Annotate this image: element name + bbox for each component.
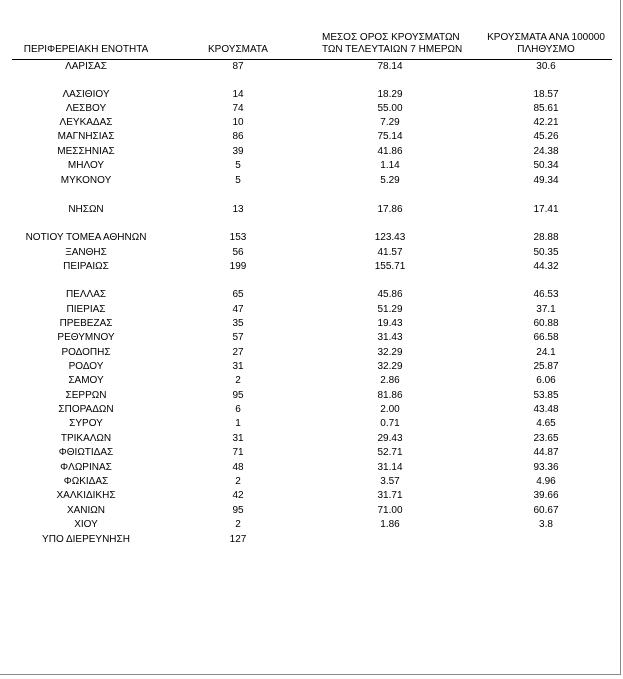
table-row: [0, 203, 623, 216]
per-100k-value: 66.58: [533, 332, 559, 343]
per-100k-value: 49.34: [533, 175, 559, 186]
region-name: ΣΠΟΡΑΔΩΝ: [58, 404, 114, 415]
per-100k-value: 25.87: [533, 361, 559, 372]
region-name: ΛΑΡΙΣΑΣ: [65, 61, 107, 72]
region-name: ΝΟΤΙΟΥ ΤΟΜΕΑ ΑΘΗΝΩΝ: [25, 232, 147, 243]
table-row: [0, 246, 623, 259]
region-name: ΦΩΚΙΔΑΣ: [63, 476, 109, 487]
table-row: [0, 403, 623, 416]
avg-7day-value: 32.29: [377, 361, 403, 372]
cases-value: 127: [229, 534, 247, 545]
avg-7day-value: 123.43: [374, 232, 406, 243]
per-100k-value: 28.88: [533, 232, 559, 243]
header-region: ΠΕΡΙΦΕΡΕΙΑΚΗ ΕΝΟΤΗΤΑ: [23, 44, 149, 55]
region-name: ΧΑΝΙΩΝ: [66, 505, 106, 516]
table-row: [0, 489, 623, 502]
avg-7day-value: 32.29: [377, 347, 403, 358]
avg-7day-value: 41.57: [377, 247, 403, 258]
cases-value: 1: [235, 418, 241, 429]
avg-7day-value: 31.43: [377, 332, 403, 343]
cases-value: 95: [232, 505, 244, 516]
cases-value: 27: [232, 347, 244, 358]
avg-7day-value: 7.29: [380, 117, 400, 128]
per-100k-value: 17.41: [533, 204, 559, 215]
header-cases: ΚΡΟΥΣΜΑΤΑ: [208, 44, 268, 55]
table-row: [0, 88, 623, 101]
table-row: [0, 446, 623, 459]
table-row: [0, 288, 623, 301]
per-100k-value: 85.61: [533, 103, 559, 114]
table-row: [0, 374, 623, 387]
per-100k-value: 45.26: [533, 131, 559, 142]
header-avg-line2: ΤΩΝ ΤΕΛΕΥΤΑΙΩΝ 7 ΗΜΕΡΩΝ: [322, 44, 463, 55]
table-row: [0, 145, 623, 158]
avg-7day-value: 45.86: [377, 289, 403, 300]
per-100k-value: 42.21: [533, 117, 559, 128]
cases-value: 6: [235, 404, 241, 415]
region-name: ΧΙΟΥ: [74, 519, 98, 530]
table-row: [0, 533, 623, 546]
table-row: [0, 331, 623, 344]
cases-value: 35: [232, 318, 244, 329]
region-name: ΡΟΔΟΥ: [68, 361, 104, 372]
per-100k-value: 53.85: [533, 390, 559, 401]
per-100k-value: 46.53: [533, 289, 559, 300]
table-row: [0, 116, 623, 129]
avg-7day-value: 52.71: [377, 447, 403, 458]
region-name: ΠΕΛΛΑΣ: [65, 289, 107, 300]
avg-7day-value: 17.86: [377, 204, 403, 215]
table-row: [0, 303, 623, 316]
avg-7day-value: 31.71: [377, 490, 403, 501]
avg-7day-value: 75.14: [377, 131, 403, 142]
table-row: [0, 102, 623, 115]
table-row: [0, 346, 623, 359]
per-100k-value: 50.34: [533, 160, 559, 171]
avg-7day-value: 2.00: [380, 404, 400, 415]
cases-value: 65: [232, 289, 244, 300]
cases-value: 48: [232, 462, 244, 473]
region-name: ΡΕΘΥΜΝΟΥ: [57, 332, 115, 343]
avg-7day-value: 31.14: [377, 462, 403, 473]
cases-value: 31: [232, 361, 244, 372]
cases-value: 47: [232, 304, 244, 315]
cases-value: 56: [232, 247, 244, 258]
avg-7day-value: 71.00: [377, 505, 403, 516]
region-name: ΦΛΩΡΙΝΑΣ: [60, 462, 112, 473]
avg-7day-value: 18.29: [377, 89, 403, 100]
table-row: [0, 60, 623, 73]
per-100k-value: 60.88: [533, 318, 559, 329]
cases-value: 86: [232, 131, 244, 142]
cases-value: 13: [232, 204, 244, 215]
cases-value: 95: [232, 390, 244, 401]
table-row: [0, 260, 623, 273]
avg-7day-value: 2.86: [380, 375, 400, 386]
cases-value: 2: [235, 375, 241, 386]
table-row: [0, 504, 623, 517]
avg-7day-value: 3.57: [380, 476, 400, 487]
region-name: ΤΡΙΚΑΛΩΝ: [60, 433, 112, 444]
per-100k-value: 93.36: [533, 462, 559, 473]
avg-7day-value: 55.00: [377, 103, 403, 114]
avg-7day-value: 0.71: [380, 418, 400, 429]
region-name: ΛΕΣΒΟΥ: [65, 103, 107, 114]
per-100k-value: 37.1: [536, 304, 556, 315]
per-100k-value: 50.35: [533, 247, 559, 258]
cases-value: 5: [235, 160, 241, 171]
cases-value: 74: [232, 103, 244, 114]
avg-7day-value: 155.71: [374, 261, 406, 272]
region-name: ΞΑΝΘΗΣ: [65, 247, 107, 258]
per-100k-value: 6.06: [536, 375, 556, 386]
region-name: ΛΑΣΙΘΙΟΥ: [62, 89, 110, 100]
region-name: ΜΥΚΟΝΟΥ: [60, 175, 112, 186]
table-row: [0, 317, 623, 330]
cases-value: 42: [232, 490, 244, 501]
per-100k-value: 60.67: [533, 505, 559, 516]
table-row: [0, 159, 623, 172]
per-100k-value: 39.66: [533, 490, 559, 501]
cases-value: 5: [235, 175, 241, 186]
cases-value: 31: [232, 433, 244, 444]
region-name: ΦΘΙΩΤΙΔΑΣ: [58, 447, 114, 458]
per-100k-value: 4.65: [536, 418, 556, 429]
avg-7day-value: 41.86: [377, 146, 403, 157]
per-100k-value: 3.8: [539, 519, 553, 530]
region-name: ΜΕΣΣΗΝΙΑΣ: [57, 146, 115, 157]
avg-7day-value: 19.43: [377, 318, 403, 329]
per-100k-value: 30.6: [536, 61, 556, 72]
header-per-line2: ΠΛΗΘΥΣΜΟ: [517, 44, 575, 55]
region-name: ΡΟΔΟΠΗΣ: [61, 347, 111, 358]
header-avg-line1: ΜΕΣΟΣ ΟΡΟΣ ΚΡΟΥΣΜΑΤΩΝ: [322, 32, 460, 43]
avg-7day-value: 5.29: [380, 175, 400, 186]
per-100k-value: 44.32: [533, 261, 559, 272]
table-row: [0, 417, 623, 430]
table-row: [0, 475, 623, 488]
cases-value: 2: [235, 476, 241, 487]
region-name: ΝΗΣΩΝ: [68, 204, 104, 215]
cases-value: 14: [232, 89, 244, 100]
avg-7day-value: 81.86: [377, 390, 403, 401]
region-name: ΠΡΕΒΕΖΑΣ: [59, 318, 113, 329]
region-name: ΛΕΥΚΑΔΑΣ: [59, 117, 113, 128]
cases-value: 57: [232, 332, 244, 343]
cases-value: 153: [229, 232, 247, 243]
region-name: ΜΗΛΟΥ: [67, 160, 105, 171]
avg-7day-value: 1.86: [380, 519, 400, 530]
header-per-line1: ΚΡΟΥΣΜΑΤΑ ΑΝΑ 100000: [487, 32, 605, 43]
avg-7day-value: 78.14: [377, 61, 403, 72]
per-100k-value: 43.48: [533, 404, 559, 415]
region-name: ΠΙΕΡΙΑΣ: [66, 304, 106, 315]
table-row: [0, 174, 623, 187]
avg-7day-value: 29.43: [377, 433, 403, 444]
table-row: [0, 518, 623, 531]
cases-value: 71: [232, 447, 244, 458]
table-row: [0, 360, 623, 373]
per-100k-value: 23.65: [533, 433, 559, 444]
region-name: ΣΕΡΡΩΝ: [65, 390, 107, 401]
per-100k-value: 4.96: [536, 476, 556, 487]
region-name: ΥΠΟ ΔΙΕΡΕΥΝΗΣΗ: [42, 534, 130, 545]
table-row: [0, 461, 623, 474]
region-name: ΣΑΜΟΥ: [68, 375, 104, 386]
table-row: [0, 231, 623, 244]
cases-value: 10: [232, 117, 244, 128]
table-row: [0, 130, 623, 143]
per-100k-value: 24.1: [536, 347, 556, 358]
region-name: ΜΑΓΝΗΣΙΑΣ: [57, 131, 115, 142]
cases-value: 39: [232, 146, 244, 157]
region-name: ΧΑΛΚΙΔΙΚΗΣ: [56, 490, 116, 501]
per-100k-value: 24.38: [533, 146, 559, 157]
region-name: ΣΥΡΟΥ: [69, 418, 103, 429]
table-row: [0, 432, 623, 445]
table-row: [0, 389, 623, 402]
per-100k-value: 18.57: [533, 89, 559, 100]
avg-7day-value: 51.29: [377, 304, 403, 315]
cases-value: 87: [232, 61, 244, 72]
cases-value: 199: [229, 261, 247, 272]
avg-7day-value: 1.14: [380, 160, 400, 171]
per-100k-value: 44.87: [533, 447, 559, 458]
cases-value: 2: [235, 519, 241, 530]
region-name: ΠΕΙΡΑΙΩΣ: [63, 261, 109, 272]
